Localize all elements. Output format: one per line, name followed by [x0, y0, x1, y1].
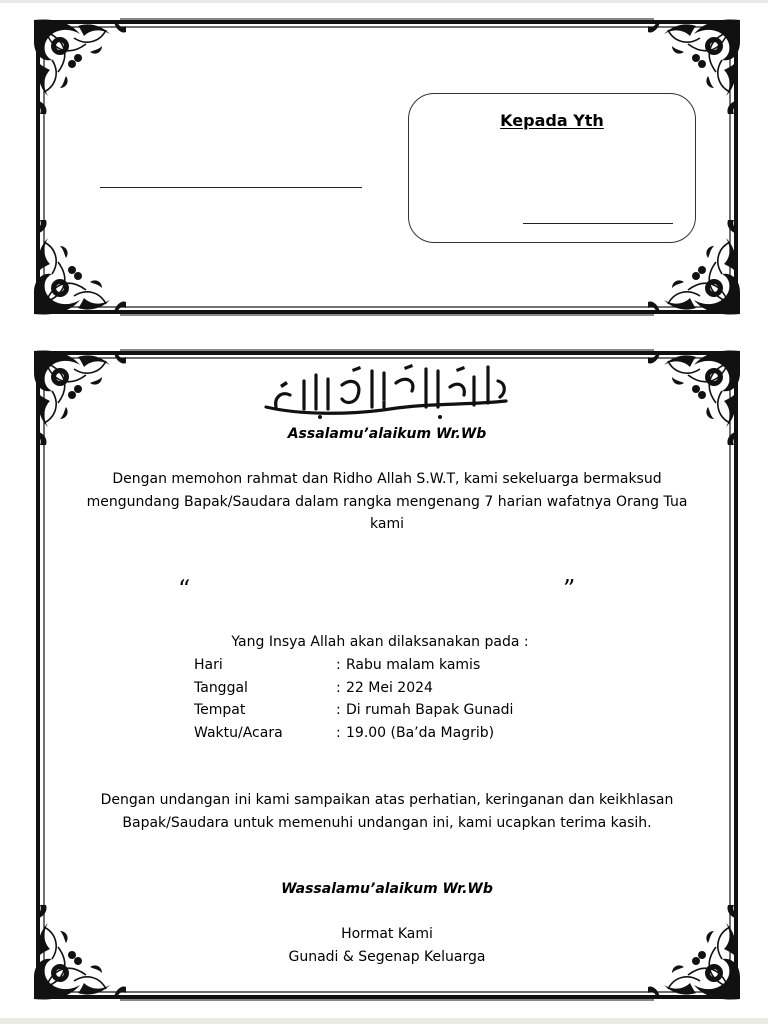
detail-label: Tempat	[194, 702, 246, 718]
detail-colon: :	[336, 724, 341, 741]
detail-row-waktu	[194, 722, 513, 745]
bismillah-calligraphy	[260, 361, 512, 421]
invitation-card	[30, 347, 744, 1003]
closing-paragraph: Dengan undangan ini kami sampaikan atas perhatian, keringanan dan keikhlasan Bapak/Saudara untuk memenuhi undangan ini, kami ucapkan terima kasih.	[100, 792, 674, 831]
envelope-card	[30, 16, 744, 318]
detail-label: Waktu/Acara	[194, 724, 283, 741]
detail-value: 22 Mei 2024	[346, 679, 433, 696]
address-box	[408, 93, 696, 243]
corner-ornament-bottom-left	[30, 218, 126, 318]
signatory: Gunadi & Segenap Keluarga	[288, 949, 486, 965]
detail-colon: :	[336, 679, 341, 696]
detail-colon: :	[336, 657, 341, 673]
detail-row-tanggal	[194, 677, 513, 700]
detail-label: Tanggal	[194, 679, 248, 696]
event-details	[194, 654, 513, 744]
quote-open-mark: “	[178, 575, 191, 603]
sender-line	[100, 187, 362, 188]
regards: Hormat Kami	[341, 926, 433, 942]
address-line	[523, 223, 673, 224]
top-edge	[0, 0, 768, 3]
bismillah-text: بسم الله الرحمن الرحيم	[380, 401, 392, 402]
detail-value: Rabu malam kamis	[346, 657, 481, 673]
closing-greeting: Wassalamu’alaikum Wr.Wb	[281, 881, 493, 897]
detail-row-hari	[194, 654, 513, 677]
detail-value: Di rumah Bapak Gunadi	[346, 702, 514, 718]
corner-ornament-top-left	[30, 16, 126, 116]
detail-row-tempat	[194, 699, 513, 722]
detail-value: 19.00 (Ba’da Magrib)	[346, 724, 495, 741]
detail-colon: :	[336, 702, 341, 718]
detail-label: Hari	[194, 657, 223, 673]
opening-greeting: Assalamu’alaikum Wr.Wb	[287, 426, 487, 442]
quote-close-mark: ”	[563, 575, 576, 603]
address-heading: Kepada Yth	[500, 111, 604, 130]
opening-paragraph: Dengan memohon rahmat dan Ridho Allah S.W.T, kami sekeluarga bermaksud mengundang Bapak/Saudara dalam rangka mengenang 7 harian wafatnya Orang Tua kami	[86, 471, 688, 532]
schedule-intro: Yang Insya Allah akan dilaksanakan pada :	[231, 634, 529, 650]
bottom-edge	[0, 1018, 768, 1024]
